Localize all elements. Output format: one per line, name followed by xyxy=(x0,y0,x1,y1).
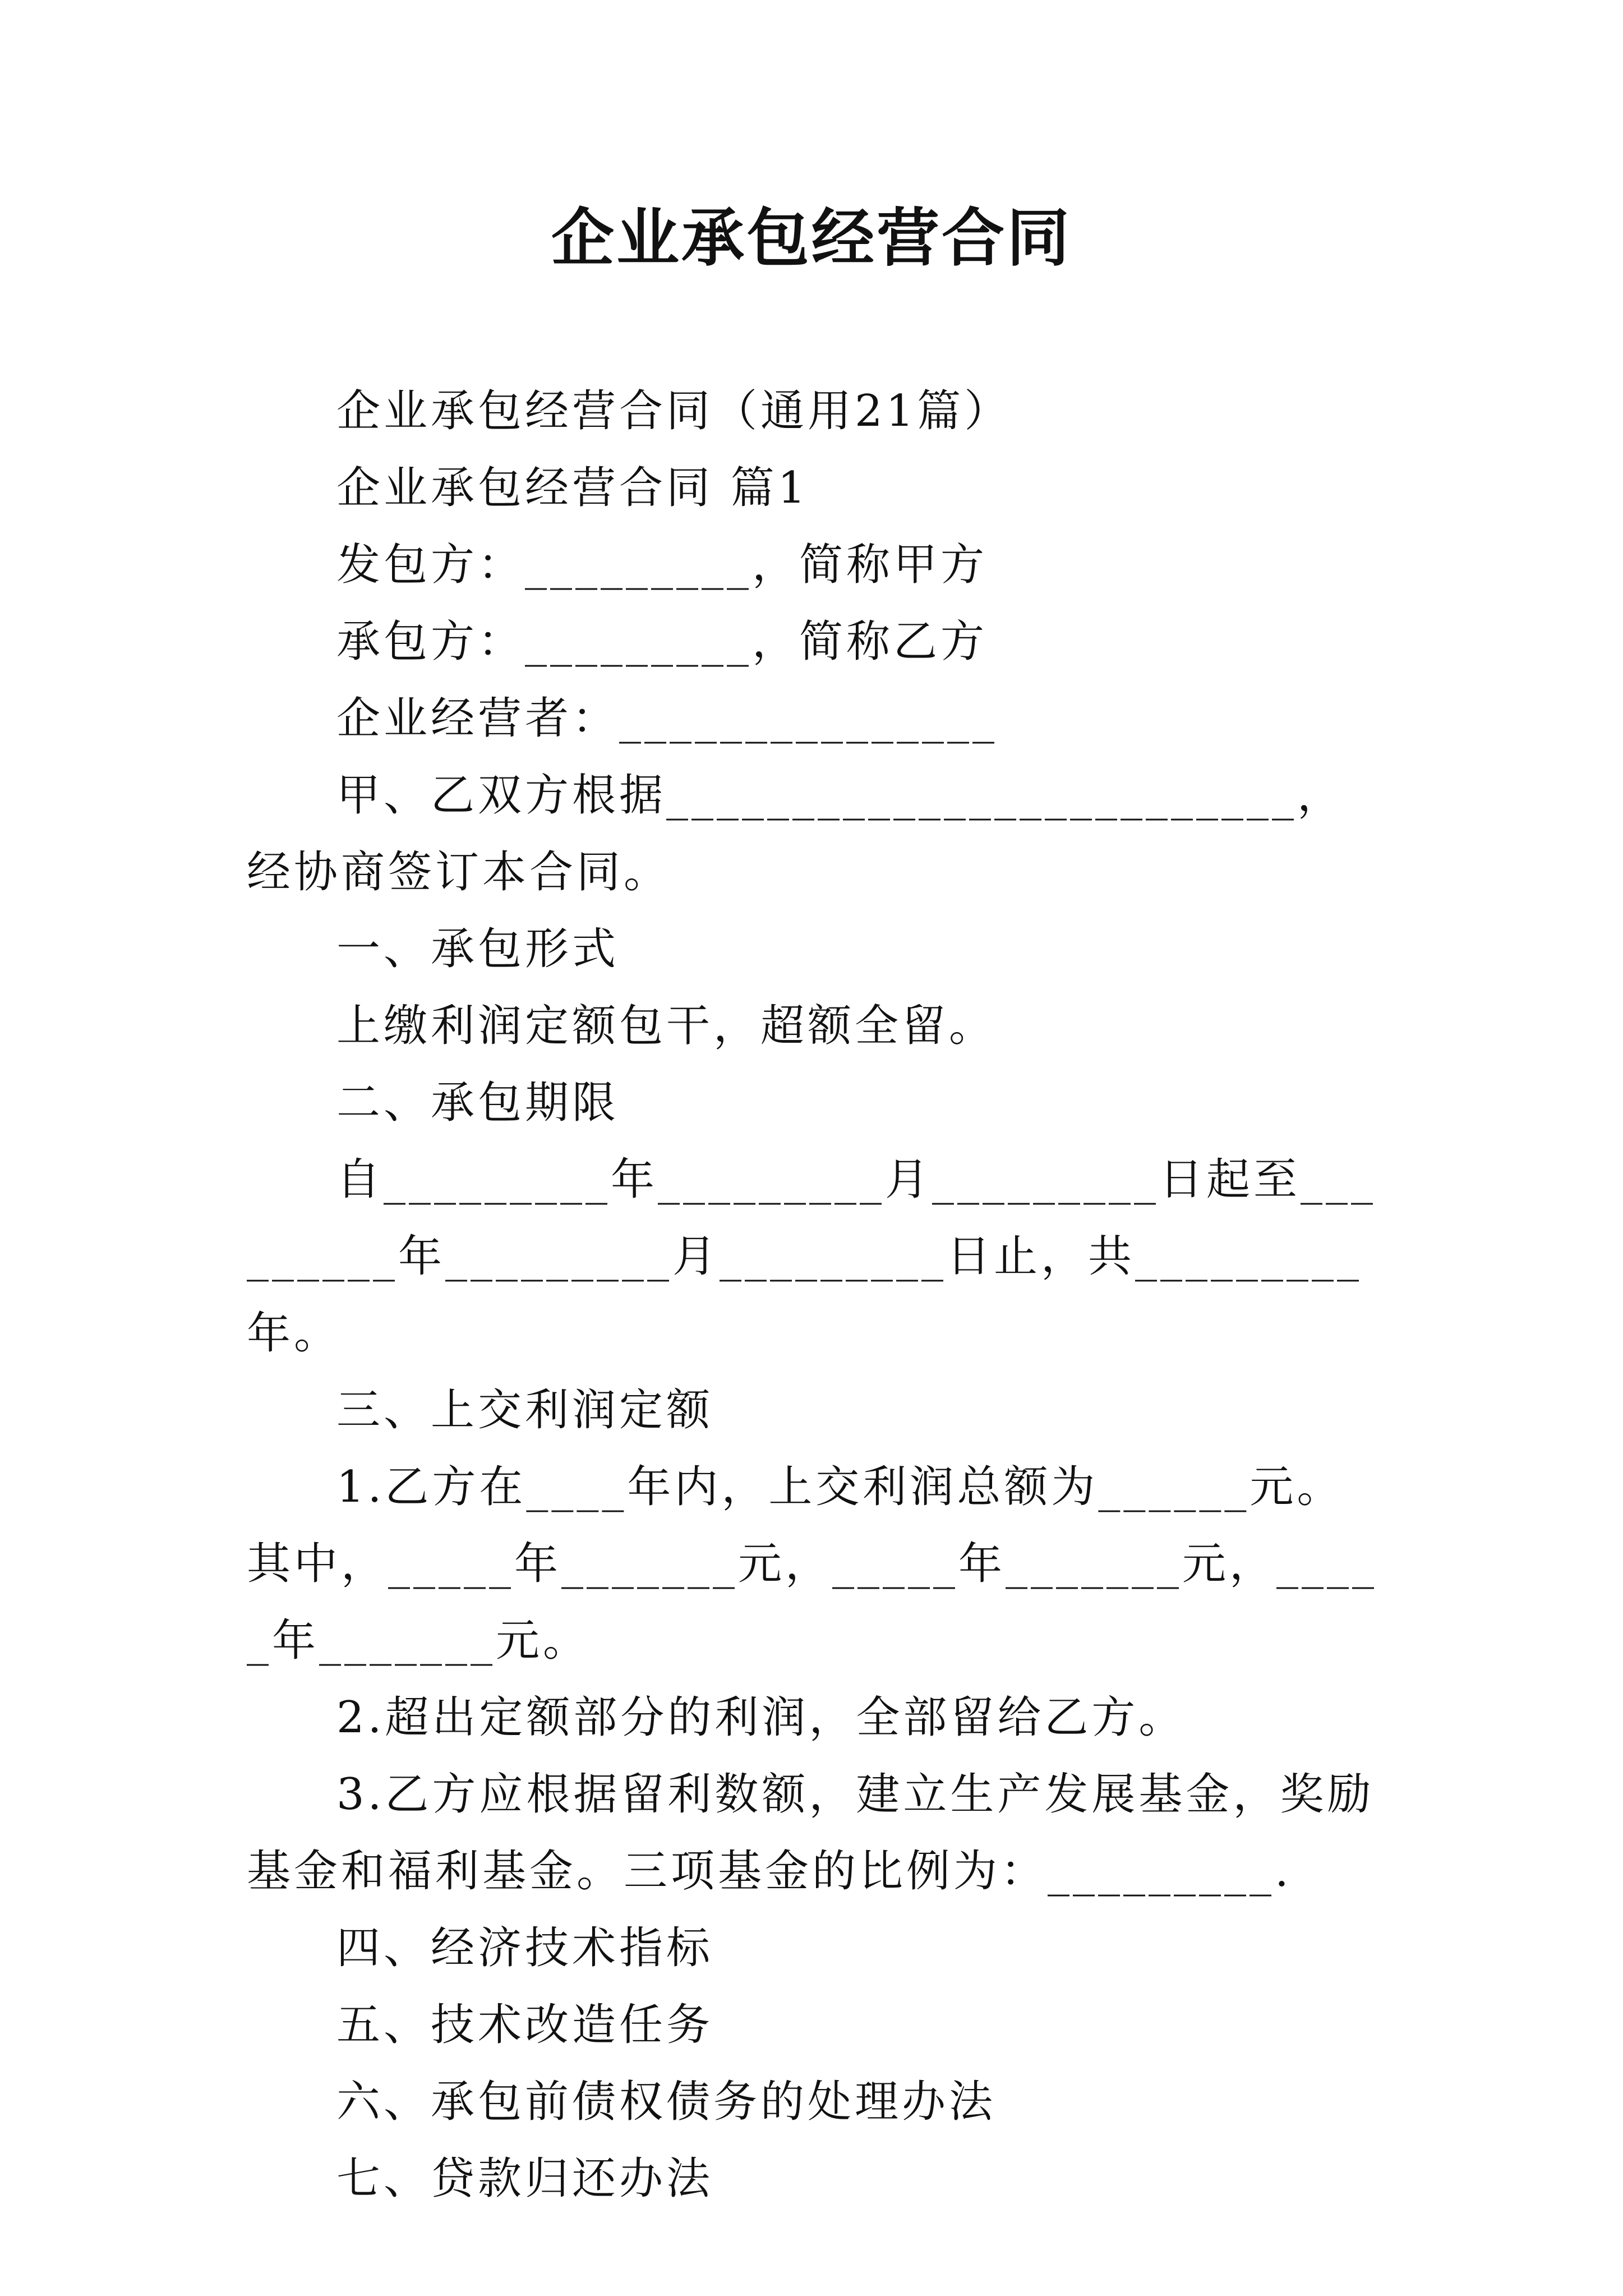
clause-item-2: 2.超出定额部分的利润，全部留给乙方。 xyxy=(336,1692,1186,1743)
clause-heading-debts: 六、承包前债权债务的处理办法 xyxy=(336,2077,997,2127)
clause-heading-loans: 七、贷款归还办法 xyxy=(336,2154,714,2204)
clause-text-term: 自_________年_________月_________日起至_________年_________月_________日止，共_________年。 xyxy=(247,1154,1377,1359)
clause-text-form: 上缴利润定额包干，超额全留。 xyxy=(336,1001,997,1051)
document-body xyxy=(247,373,1385,2217)
clause-heading-form: 一、承包形式 xyxy=(336,924,620,974)
document-title: 企业承包经营合同 xyxy=(551,201,1072,275)
section-heading: 企业承包经营合同 篇1 xyxy=(336,463,809,513)
clause-item-1: 1.乙方在____年内，上交利润总额为______元。其中，_____年_______元，_____年_______元，_____年_______元。 xyxy=(247,1462,1378,1666)
subtitle: 企业承包经营合同（通用21篇） xyxy=(336,386,1012,436)
clause-item-3: 3.乙方应根据留利数额，建立生产发展基金，奖励基金和福利基金。三项基金的比例为：_________. xyxy=(247,1769,1375,1897)
operator-line: 企业经营者：_______________ xyxy=(336,693,998,744)
preamble-paragraph: 甲、乙双方根据_________________________，经协商签订本合同。 xyxy=(247,770,1345,898)
party-b-line: 承包方：_________，简称乙方 xyxy=(336,616,988,667)
party-a-line: 发包方：_________，简称甲方 xyxy=(336,540,988,590)
clause-heading-profit: 三、上交利润定额 xyxy=(336,1385,714,1435)
clause-heading-term: 二、承包期限 xyxy=(336,1078,620,1128)
clause-heading-tech: 五、技术改造任务 xyxy=(336,2000,714,2050)
clause-heading-indicators: 四、经济技术指标 xyxy=(336,1923,714,1973)
